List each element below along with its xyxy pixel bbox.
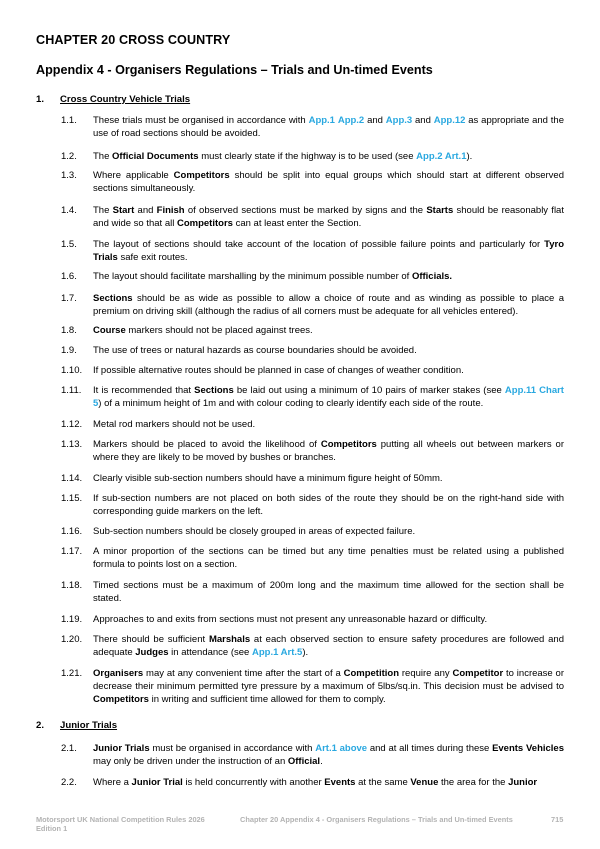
rule-text <box>93 492 564 518</box>
text-run: A minor proportion of the sections can be timed but any time penalties must be related using a published formula to points lost on a section. <box>93 546 564 570</box>
rule-item <box>61 324 564 337</box>
text-run: Approaches to and exits from sections must not present any unreasonable hazard or difficulty. <box>93 614 488 625</box>
rule-item <box>61 169 564 195</box>
rule-text <box>93 169 564 195</box>
text-run: is held concurrently with another <box>182 777 325 788</box>
text-run: ). <box>302 647 309 658</box>
rule-item <box>61 114 564 140</box>
text-run: Metal rod markers should not be used. <box>93 419 256 430</box>
cross-reference-link[interactable]: App.2 Art.1 <box>416 151 467 162</box>
text-run: The use of trees or natural hazards as course boundaries should be avoided. <box>93 345 417 356</box>
text-run: at the same <box>355 777 411 788</box>
rule-text <box>93 364 564 377</box>
text-run: must be organised in accordance with <box>149 743 316 754</box>
rule-item <box>61 438 564 464</box>
rule-item <box>61 472 564 485</box>
text-run: and <box>364 115 386 126</box>
text-run: The layout should facilitate marshalling by the minimum possible number of <box>93 271 412 282</box>
rule-number: 1.4. <box>61 205 77 216</box>
text-run: and <box>412 115 434 126</box>
rule-text <box>93 238 564 264</box>
defined-term: Venue <box>410 777 439 788</box>
text-run: should be split into equal groups which should start at different observed sections simultaneously. <box>93 170 565 194</box>
footer-publication <box>36 815 205 833</box>
rule-item <box>61 204 564 230</box>
text-run: The <box>93 205 113 216</box>
section-heading <box>36 720 117 731</box>
chapter-title: CHAPTER 20 CROSS COUNTRY <box>36 33 231 47</box>
rule-number: 1.9. <box>61 345 77 356</box>
text-run: Markers should be placed to avoid the likelihood of <box>93 439 321 450</box>
text-run: and <box>134 205 157 216</box>
text-run: There should be sufficient <box>93 634 209 645</box>
rule-number: 1.3. <box>61 170 77 181</box>
footer-publication-title: Motorsport UK National Competition Rules 2026 <box>36 815 205 824</box>
rule-text <box>93 324 564 337</box>
cross-reference-link[interactable]: App.1 <box>308 115 335 126</box>
defined-term: Events <box>324 777 356 788</box>
defined-term: Official <box>287 756 321 767</box>
rule-text <box>93 667 564 706</box>
rule-text <box>93 270 564 283</box>
rule-number: 1.20. <box>61 634 83 645</box>
text-run: to increase or decrease their minimum permitted tyre pressure by a maximum of 5lbs/sq.in. This decision must be advised to <box>93 668 565 692</box>
cross-reference-link[interactable]: App.1 Art.5 <box>251 647 303 658</box>
rule-item <box>61 344 564 357</box>
text-run: of observed sections must be marked by signs and the <box>184 205 427 216</box>
text-run: If sub-section numbers are not placed on both sides of the route they should be on the right-hand side with corresponding guide markers on the left. <box>93 493 564 517</box>
rule-number: 1.6. <box>61 271 77 282</box>
rule-number: 1.13. <box>61 439 83 450</box>
defined-term: Competitors <box>93 694 149 705</box>
rule-item <box>61 418 564 431</box>
text-run: Sub-section numbers should be closely grouped in areas of expected failure. <box>93 526 416 537</box>
rule-text <box>93 344 564 357</box>
rule-number: 1.15. <box>61 493 83 504</box>
rule-number: 1.16. <box>61 526 83 537</box>
defined-term: Organisers <box>93 668 144 679</box>
text-run: and at all times during these <box>367 743 493 754</box>
text-run: be laid out using a minimum of 10 pairs of marker stakes (see <box>233 385 505 396</box>
rule-item <box>61 364 564 377</box>
appendix-title: Appendix 4 - Organisers Regulations – Trials and Un-timed Events <box>36 63 433 77</box>
defined-term: Marshals <box>208 634 251 645</box>
section-title: Cross Country Vehicle Trials <box>60 94 191 105</box>
section-title: Junior Trials <box>60 720 118 731</box>
rule-item <box>61 384 564 410</box>
text-run: safe exit routes. <box>117 252 188 263</box>
rule-item <box>61 633 564 659</box>
defined-term: Events Vehicles <box>492 743 565 754</box>
text-run: in attendance (see <box>168 647 252 658</box>
defined-term: Judges <box>135 647 169 658</box>
rule-item <box>61 525 564 538</box>
rule-item <box>61 238 564 264</box>
rule-text <box>93 114 564 140</box>
text-run: It is recommended that <box>93 385 195 396</box>
text-run: putting all wheels out between markers or where they are likely to be moved by bushes or branches. <box>93 439 564 463</box>
text-run: as appropriate and the use of road sections should be avoided. <box>93 115 564 139</box>
rule-text <box>93 633 564 659</box>
rule-text <box>93 613 564 626</box>
text-run: at each observed section to ensure safety procedures are followed and adequate <box>93 634 564 658</box>
rule-number: 1.18. <box>61 580 83 591</box>
rule-text <box>93 292 564 318</box>
text-run: Timed sections must be a maximum of 200m long and the maximum time allowed for the section shall be stated. <box>93 580 564 604</box>
rule-text <box>93 438 564 464</box>
rule-text <box>93 525 564 538</box>
cross-reference-link[interactable]: App.12 <box>433 115 466 126</box>
text-run: Where a <box>93 777 132 788</box>
rule-item <box>61 613 564 626</box>
rule-item <box>61 150 564 163</box>
rule-item <box>61 742 564 768</box>
cross-reference-link[interactable]: Art.1 above <box>315 743 368 754</box>
rule-text <box>93 204 564 230</box>
rule-text <box>93 150 564 163</box>
defined-term: Finish <box>156 205 185 216</box>
text-run: These trials must be organised in accordance with <box>93 115 309 126</box>
rule-item <box>61 667 564 706</box>
rule-number: 1.5. <box>61 239 77 250</box>
rule-number: 1.2. <box>61 151 77 162</box>
rule-text <box>93 776 564 789</box>
rule-number: 2.1. <box>61 743 77 754</box>
rule-number: 1.21. <box>61 668 83 679</box>
defined-term: Junior Trial <box>131 777 183 788</box>
defined-term: Competition <box>343 668 400 679</box>
text-run: Clearly visible sub-section numbers should have a minimum figure height of 50mm. <box>93 473 443 484</box>
rule-number: 1.19. <box>61 614 83 625</box>
rule-item <box>61 579 564 605</box>
footer-edition: Edition 1 <box>36 824 68 833</box>
text-run: should be reasonably flat and wide so that all <box>93 205 564 229</box>
text-run: . <box>320 756 323 767</box>
rule-number: 1.10. <box>61 365 83 376</box>
text-run: may at any convenient time after the start of a <box>143 668 344 679</box>
rule-number: 2.2. <box>61 777 77 788</box>
text-run: The <box>93 151 113 162</box>
section-heading <box>36 94 190 105</box>
cross-reference-link[interactable]: App.2 <box>337 115 365 126</box>
defined-term: Competitors <box>173 170 230 181</box>
defined-term: Junior <box>508 777 538 788</box>
defined-term: Competitors <box>320 439 377 450</box>
rule-number: 1.12. <box>61 419 83 430</box>
rule-number: 1.1. <box>61 115 77 126</box>
text-run: If possible alternative routes should be planned in case of changes of weather condition. <box>93 365 464 376</box>
defined-term: Officials. <box>411 271 453 282</box>
rule-item <box>61 545 564 571</box>
cross-reference-link[interactable]: App.11 Chart 5 <box>93 385 564 409</box>
rule-text <box>93 472 564 485</box>
text-run: ). <box>466 151 473 162</box>
text-run: require any <box>399 668 453 679</box>
rule-number: 1.11. <box>61 385 82 396</box>
text-run: ) of a minimum height of 1m and with colour coding to clearly identify each side of the route. <box>98 398 484 409</box>
rule-item <box>61 270 564 283</box>
rule-text <box>93 742 564 768</box>
text-run: markers should not be placed against trees. <box>125 325 313 336</box>
page-number: 715 <box>551 815 564 824</box>
cross-reference-link[interactable]: App.3 <box>385 115 413 126</box>
text-run: the area for the <box>438 777 509 788</box>
rule-number: 1.7. <box>61 293 77 304</box>
defined-term: Sections <box>194 385 234 396</box>
text-run: in writing and sufficient time allowed for them to comply. <box>148 694 386 705</box>
rule-item <box>61 776 564 789</box>
footer-chapter-title: Chapter 20 Appendix 4 - Organisers Regulations – Trials and Un-timed Events <box>240 815 513 824</box>
rule-item <box>61 292 564 318</box>
text-run: can at least enter the Section. <box>232 218 362 229</box>
rule-text <box>93 418 564 431</box>
defined-term: Competitor <box>452 668 504 679</box>
defined-term: Competitors <box>176 218 233 229</box>
rule-item <box>61 492 564 518</box>
defined-term: Start <box>112 205 135 216</box>
text-run: must clearly state if the highway is to be used (see <box>198 151 417 162</box>
text-run: may only be driven under the instruction of an <box>93 756 288 767</box>
rule-text <box>93 384 564 410</box>
rule-number: 1.17. <box>61 546 83 557</box>
defined-term: Starts <box>426 205 454 216</box>
text-run: should be as wide as possible to allow a choice of route and as winding as possible to place a premium on driving skill (although the radius of all corners must be adequate for all vehicles entered). <box>93 293 564 317</box>
section-number: 1. <box>36 94 45 105</box>
defined-term: Junior Trials <box>93 743 150 754</box>
defined-term: Tyro Trials <box>93 239 564 263</box>
rule-text <box>93 545 564 571</box>
rule-text <box>93 579 564 605</box>
defined-term: Course <box>93 325 126 336</box>
section-number: 2. <box>36 720 45 731</box>
defined-term: Sections <box>93 293 133 304</box>
rule-number: 1.8. <box>61 325 77 336</box>
rule-number: 1.14. <box>61 473 83 484</box>
defined-term: Official Documents <box>112 151 199 162</box>
text-run: Where applicable <box>93 170 174 181</box>
text-run: The layout of sections should take account of the location of possible failure points and particularly for <box>93 239 545 250</box>
